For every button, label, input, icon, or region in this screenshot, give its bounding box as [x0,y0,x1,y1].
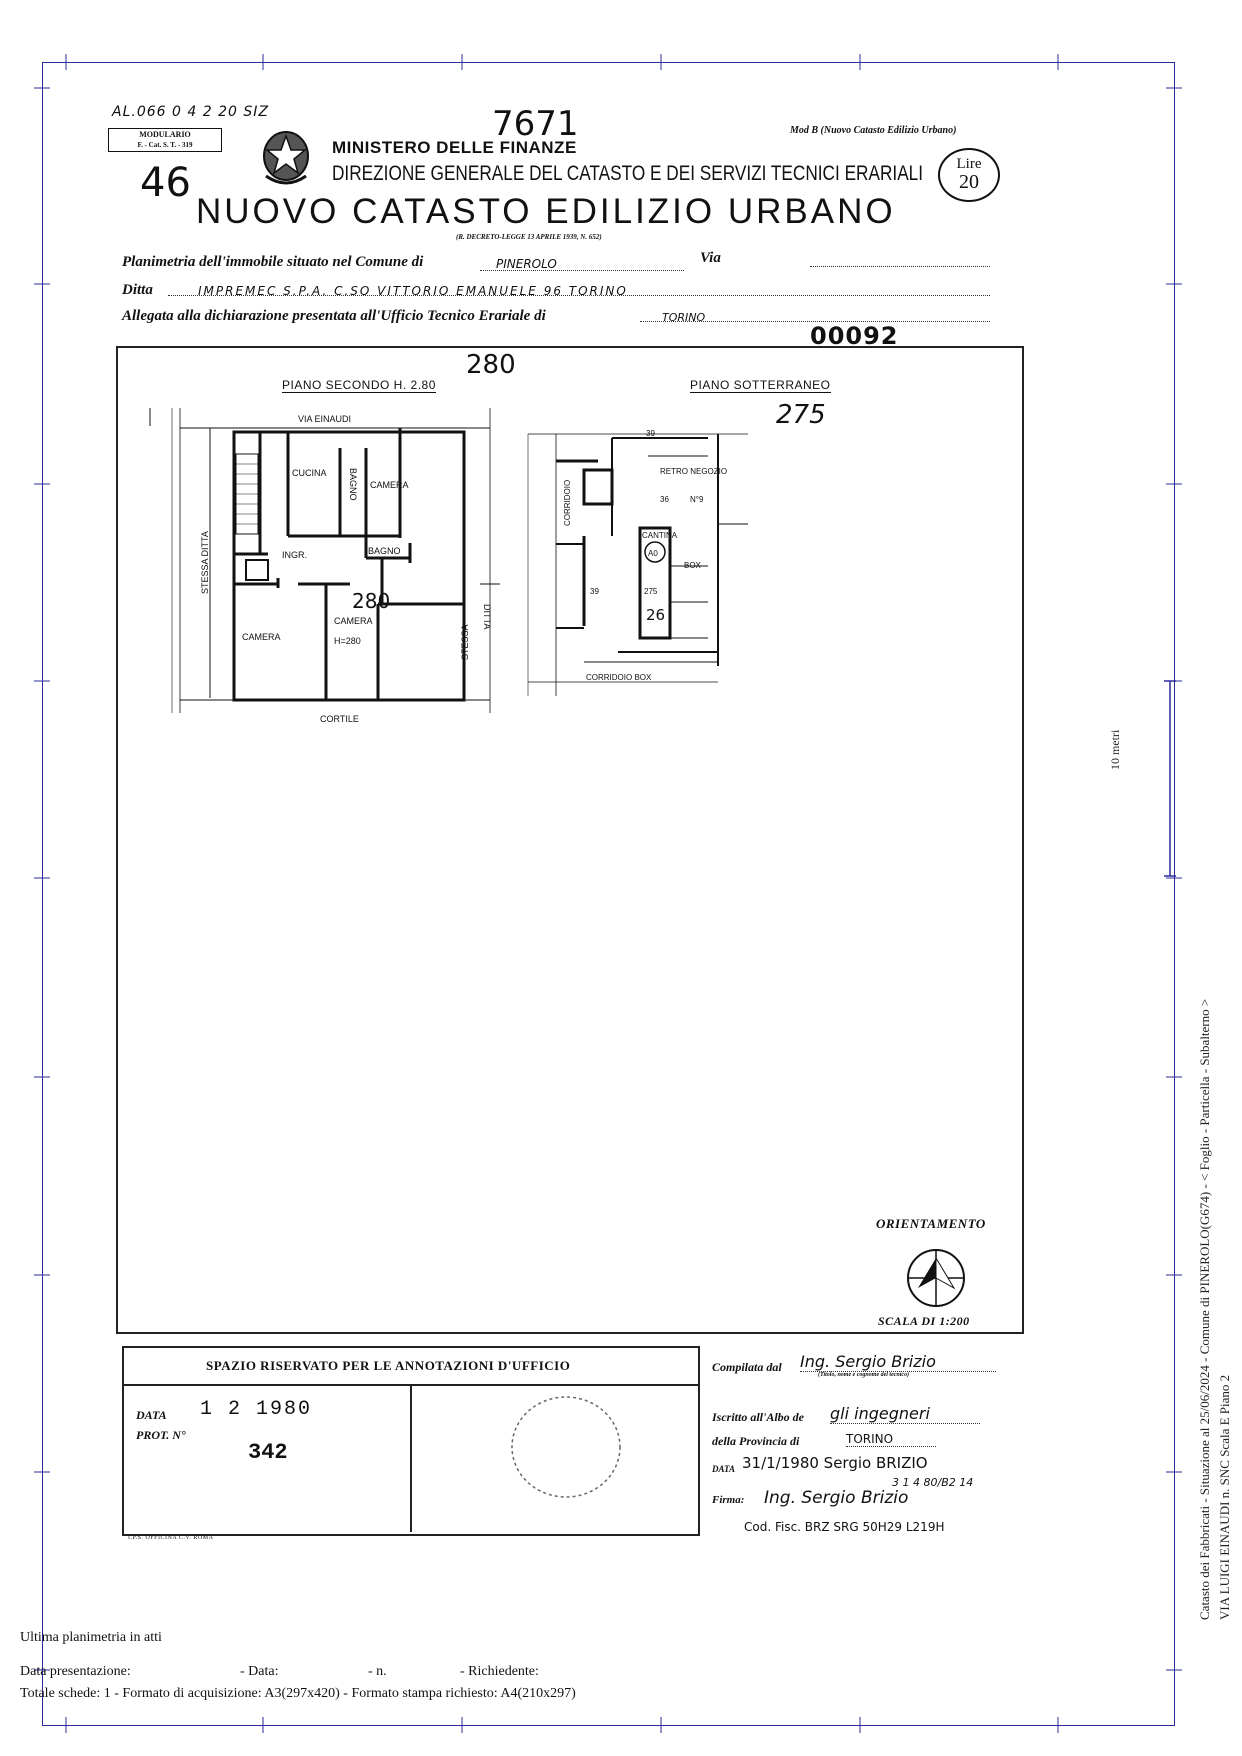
side-caption-line1: Catasto dei Fabbricati - Situazione al 25/06/2024 - Comune di PINEROLO(G674) - < Foglio - Particella - Subalterno > [1197,998,1212,1620]
data2-extra: 3 1 4 80/B2 14 [892,1476,974,1489]
footer-richiedente: - Richiedente: [460,1664,539,1679]
data-label: DATA [136,1408,167,1422]
room-ingr: INGR. [282,550,308,560]
iscritto-label: Iscritto all'Albo de [712,1410,805,1424]
lire-value: 20 [959,171,979,193]
room-box: BOX [684,561,701,570]
modulario-sub: F. - Cat. S. T. - 319 [137,141,193,149]
room-n39-top: 39 [646,429,655,438]
iscritto-value: gli ingegneri [830,1404,980,1424]
room-stessa-right: STESSA [460,624,470,660]
ufficio-value: TORINO [662,311,706,324]
room-via: VIA EINAUDI [298,414,352,424]
sheet-number: 46 [140,160,191,206]
handwritten-number: 7671 [492,104,579,144]
ministry-title: MINISTERO DELLE FINANZE [332,138,577,157]
basement-plan [528,426,758,706]
via-field [810,253,990,267]
ufficio-field [640,306,990,322]
compass-icon [904,1246,968,1310]
room-corridoio-v: CORRIDOIO [563,479,572,526]
room-camera-1: CAMERA [370,480,409,490]
room-a0: A0 [648,549,658,558]
room-bagno-1: BAGNO [348,468,358,501]
right-plan-height: 275 [776,400,826,430]
directorate-title: DIREZIONE GENERALE DEL CATASTO E DEI SERVIZI TECNICI ERARIALI [332,162,924,185]
room-retro: RETRO NEGOZIO [660,467,728,476]
scale-bar-label: 10 metri [1108,729,1122,770]
prot-label: PROT. N° [136,1428,186,1442]
orientation-label: ORIENTAMENTO [876,1216,986,1231]
decree-note: (R. DECRETO-LEGGE 13 APRILE 1939, N. 652) [456,233,602,241]
ditta-label: Ditta [122,282,153,298]
data2-value: 31/1/1980 Sergio BRIZIO [742,1454,928,1472]
planimetria-label: Planimetria dell'immobile situato nel Comune di [122,254,424,270]
firma-label: Firma: [712,1494,745,1506]
room-ditta-right: DITTA [482,604,492,630]
room-cantina: CANTINA [642,531,678,540]
italian-emblem-icon [258,126,314,190]
reference-scribble: AL.066 0 4 2 20 SIZ [112,104,269,120]
footer-line-1: Ultima planimetria in atti [20,1630,162,1645]
main-title: NUOVO CATASTO EDILIZIO URBANO [196,192,896,231]
office-stamp-icon [506,1392,626,1502]
lire-stamp [938,148,1000,202]
prot-value: 342 [248,1440,288,1465]
compilata-value: Ing. Sergio Brizio [800,1352,996,1372]
protocol-number: 00092 [810,322,899,350]
via-label: Via [700,250,721,266]
data2-label: DATA [712,1464,736,1474]
room-n39: 39 [590,587,599,596]
lire-label: Lire [956,156,982,172]
room-stessa-ditta-left: STESSA DITTA [200,531,210,594]
room-n9: N°9 [690,495,704,504]
second-floor-plan [150,408,500,728]
left-plan-height: 280 [466,350,516,380]
compilata-sub: (Titolo, nome e cognome del tecnico) [818,1372,910,1378]
room-height-hand: 280 [352,589,391,613]
room-camera-2: CAMERA [334,616,373,626]
room-n36: 36 [660,495,669,504]
provincia-value: TORINO [846,1432,936,1447]
left-plan-title: PIANO SECONDO H. 2.80 [282,378,436,392]
scale-label: SCALA DI 1:200 [878,1314,970,1328]
room-cucina: CUCINA [292,468,327,478]
side-caption-line2: VIA LUIGI EINAUDI n. SNC Scala E Piano 2 [1217,1374,1232,1620]
scale-bar [1160,676,1180,886]
comune-field [480,253,684,271]
footer-line-3: Totale schede: 1 - Formato di acquisizione: A3(297x420) - Formato stampa richiesto: A4(210x297) [20,1686,576,1701]
room-n26-hand: 26 [646,606,666,624]
mod-b-label: Mod B (Nuovo Catasto Edilizio Urbano) [790,125,957,136]
codice-fiscale: Cod. Fisc. BRZ SRG 50H29 L219H [744,1520,945,1534]
ditta-field [168,280,990,296]
room-camera-3: CAMERA [242,632,281,642]
room-cortile: CORTILE [320,714,359,724]
footer-data: - Data: [240,1664,279,1679]
modulario-box [108,128,222,152]
footer-numero: - n. [368,1664,387,1679]
compilata-label: Compilata dal [712,1360,782,1374]
room-n275: 275 [644,587,658,596]
room-height: H=280 [334,636,361,646]
firma-value: Ing. Sergio Brizio [764,1488,909,1508]
ditta-value: IMPREMEC S.P.A. C.SO VITTORIO EMANUELE 96 TORINO [198,284,628,298]
comune-value: PINEROLO [496,257,557,271]
allegata-label: Allegata alla dichiarazione presentata all'Ufficio Tecnico Erariale di [122,308,546,324]
printer-note: I.P.S. OFFICINA C.V. ROMA [128,1535,214,1541]
data-value: 1 2 1980 [200,1398,313,1421]
modulario-title: MODULARIO [139,130,191,139]
footer-presentazione: Data presentazione: [20,1664,131,1679]
reserved-title: SPAZIO RISERVATO PER LE ANNOTAZIONI D'UFFICIO [206,1358,571,1373]
room-bagno-2: BAGNO [368,546,401,556]
room-corridoio-box: CORRIDOIO BOX [586,673,652,682]
office-divider [410,1384,412,1532]
right-plan-title: PIANO SOTTERRANEO [690,378,831,392]
provincia-label: della Provincia di [712,1434,800,1448]
